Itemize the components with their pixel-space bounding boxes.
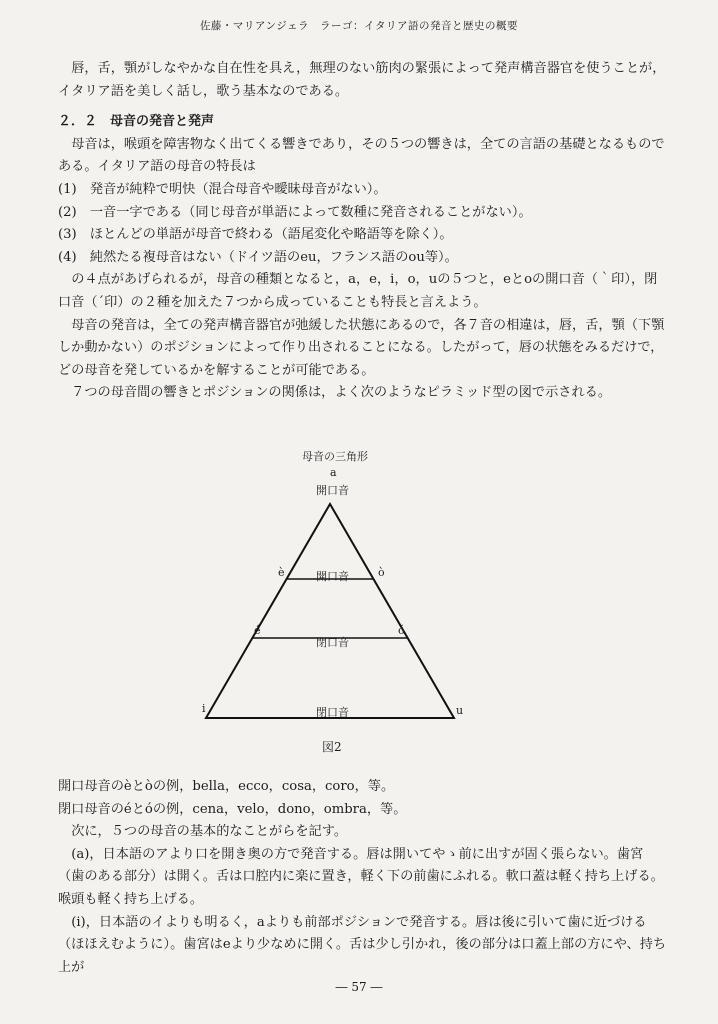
text-top — [58, 58, 668, 405]
label-open-mid: 開口音 — [316, 570, 349, 583]
paragraph-5: 次に，５つの母音の基本的なことがらを記す。 — [71, 824, 348, 840]
list-item-1: (1) 発音が純粋で明快（混合母音や曖昧母音がない）。 — [58, 181, 387, 197]
vowel-triangle-figure — [180, 448, 500, 768]
vowel-e-open: è — [278, 566, 285, 579]
figure-caption: 図2 — [322, 740, 342, 754]
paragraph-2: の４点があげられるが，母音の種類となると，a，e，i，o，uの５つと，eとoの開口音（｀印），閉口音（´印）の２種を加えた７つから成っていることも特長と言えよう。 — [58, 272, 658, 310]
paragraph-a: (a)，日本語のアより口を開き奥の方で発音する。唇は開いてやゝ前に出すが固く張らない。歯宮（歯のある部分）は開く。舌は口腔内に楽に置き，軽く下の前歯にふれる。軟口蓋は軽く持ち上げる。喉頭も軽く持ち上げる。 — [58, 846, 664, 907]
vowel-e-closed: é — [254, 624, 261, 637]
label-closed-base: 閉口音 — [316, 706, 349, 719]
vowel-o-closed: ó — [398, 624, 405, 637]
label-closed-mid: 閉口音 — [316, 636, 349, 649]
paragraph-1: 母音は，喉頭を障害物なく出てくる響きであり，その５つの響きは，全ての言語の基礎となるものである。イタリア語の母音の特長は — [58, 136, 665, 175]
label-open-top: 開口音 — [316, 484, 349, 497]
example-open: 開口母音のèとòの例，bella，ecco，cosa，coro，等。 — [58, 779, 395, 794]
example-closed: 閉口母音のéとóの例，cena，velo，dono，ombra，等。 — [58, 801, 407, 817]
vowel-u: u — [456, 704, 464, 717]
page-number: ― 57 ― — [335, 980, 383, 994]
vowel-o-open: ò — [378, 566, 385, 579]
running-header: 佐藤・マリアンジェラ ラーゴ：イタリア語の発音と歴史の概要 — [199, 20, 519, 32]
vowel-i: i — [202, 702, 206, 715]
section-title: ２．２ 母音の発音と発声 — [58, 114, 215, 130]
paragraph-intro: 唇，舌，顎がしなやかな自在性を具え，無理のない筋肉の緊張によって発声構音器官を使うことが，イタリア語を美しく話し，歌う基本なのである。 — [58, 61, 666, 99]
paragraph-4: ７つの母音間の響きとポジションの関係は，よく次のようなピラミッド型の図で示される。 — [71, 385, 612, 401]
paragraph-i: (i)，日本語のイよりも明るく，aよりも前部ポジションで発音する。唇は後に引いて歯に近づける（ほほえむように）。歯宮はeより少なめに開く。舌は少し引かれ，後の部分は口蓋上部の方にや、持ち上が — [58, 914, 667, 975]
triangle-diagram — [180, 448, 500, 748]
paragraph-3: 母音の発音は，全ての発声構音器官が弛緩した状態にあるので，各７音の相違は，唇，舌，顎（下顎しか動かない）のポジションによって作り出されることになる。したがって，唇の状態をみるだけで，どの母音を発しているかを解することが可能である。 — [58, 317, 665, 378]
list-item-2: (2) 一音一字である（同じ母音が単語によって数種に発音されることがない）。 — [58, 204, 532, 220]
vowel-a: a — [330, 466, 337, 479]
list-item-3: (3) ほとんどの単語が母音で終わる（語尾変化や略語等を除く）。 — [58, 227, 453, 243]
triangle-outline — [206, 504, 454, 718]
list-item-4: (4) 純然たる複母音はない（ドイツ語のeu，フランス語のou等）。 — [58, 249, 458, 265]
figure-title: 母音の三角形 — [302, 450, 368, 463]
text-bottom — [58, 776, 668, 979]
